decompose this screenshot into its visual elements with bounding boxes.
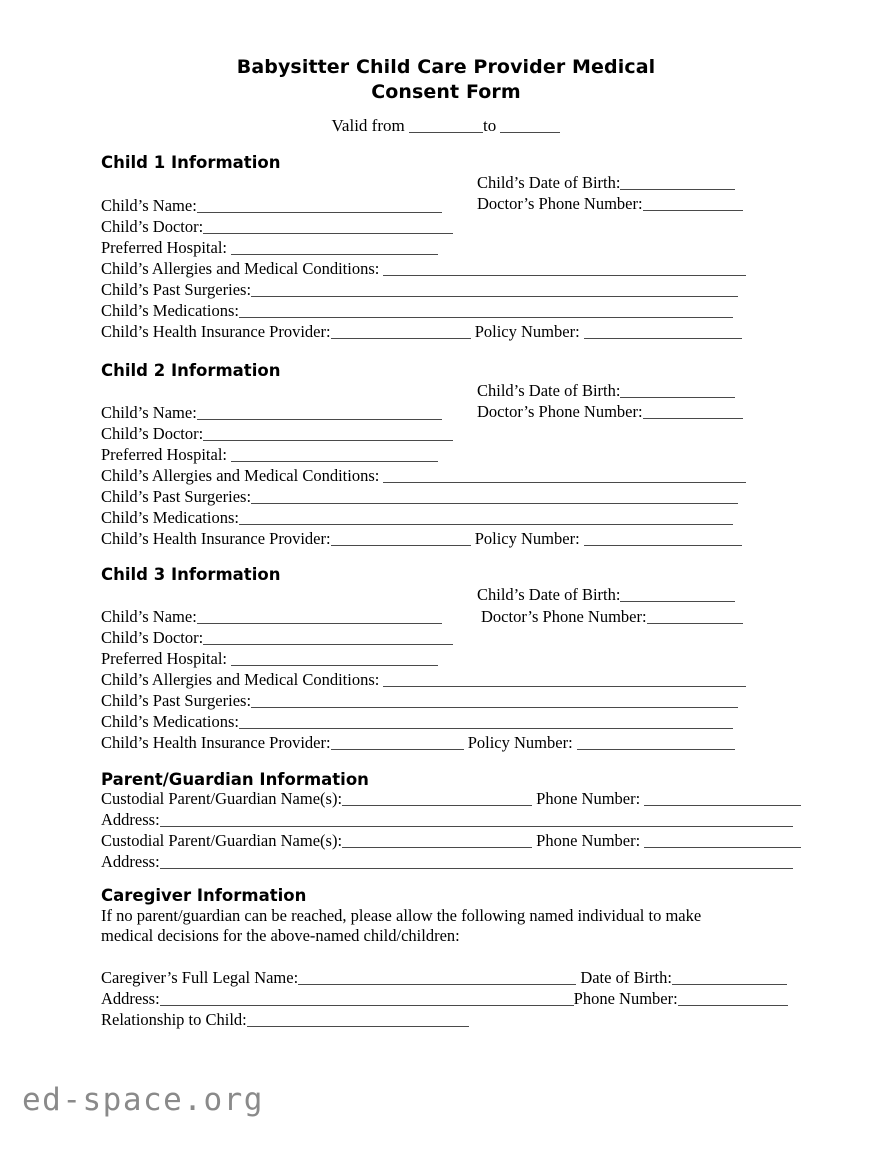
section-heading-parent-guardian: Parent/Guardian Information (101, 770, 369, 789)
child-2-insurance-input[interactable] (331, 530, 471, 546)
child-1-doctor-label: Child’s Doctor: (101, 217, 204, 236)
child-2-surgeries-input[interactable] (251, 488, 738, 504)
parent-guardian-1-address-input[interactable] (160, 811, 793, 827)
parent-guardian-2-name-input[interactable] (342, 832, 532, 848)
child-2-policy-label: Policy Number: (474, 529, 580, 548)
child-1-dob-row (477, 173, 735, 192)
child-2-surgeries-label: Child’s Past Surgeries: (101, 487, 252, 506)
child-2-name-input[interactable] (197, 404, 442, 420)
parent-guardian-1-address-label: Address: (101, 810, 160, 829)
child-1-insurance-input[interactable] (331, 323, 471, 339)
child-2-surgeries-row (101, 487, 738, 506)
section-heading-child-3: Child 3 Information (101, 565, 281, 584)
caregiver-address-input[interactable] (160, 990, 574, 1006)
parent-guardian-2-row (101, 831, 801, 850)
child-3-doctor-input[interactable] (203, 629, 453, 645)
valid-from-label: Valid from (331, 116, 405, 135)
page-title-line-2: Consent Form (371, 81, 521, 103)
page-title-line-1: Babysitter Child Care Provider Medical (236, 56, 656, 78)
child-2-name-row (101, 403, 442, 422)
child-3-dob-row (477, 585, 735, 604)
section-heading-child-1: Child 1 Information (101, 153, 281, 172)
caregiver-full-name-label: Caregiver’s Full Legal Name: (101, 968, 299, 987)
child-3-allergies-input[interactable] (383, 671, 746, 687)
child-1-policy-label: Policy Number: (474, 322, 580, 341)
child-2-medications-label: Child’s Medications: (101, 508, 239, 527)
child-1-doctor-input[interactable] (203, 218, 453, 234)
child-2-doctor-phone-row (477, 402, 743, 421)
child-1-dob-input[interactable] (620, 174, 735, 190)
child-1-hospital-input[interactable] (231, 239, 438, 255)
caregiver-full-name-input[interactable] (298, 969, 576, 985)
child-1-name-row (101, 196, 442, 215)
child-1-doctor-phone-row (477, 194, 743, 213)
child-1-dob-label: Child’s Date of Birth: (477, 173, 621, 192)
valid-to-input[interactable] (500, 117, 560, 133)
child-2-hospital-input[interactable] (231, 446, 438, 462)
child-2-allergies-row (101, 466, 746, 485)
site-watermark: ed-space.org (22, 1082, 264, 1118)
parent-guardian-1-address-row (101, 810, 793, 829)
parent-guardian-1-row (101, 789, 801, 808)
caregiver-name-row (101, 968, 787, 987)
child-1-medications-row (101, 301, 733, 320)
child-2-name-label: Child’s Name: (101, 403, 197, 422)
child-3-medications-input[interactable] (239, 713, 733, 729)
parent-guardian-1-phone-input[interactable] (644, 790, 801, 806)
caregiver-address-label: Address: (101, 989, 160, 1008)
parent-guardian-2-phone-input[interactable] (644, 832, 801, 848)
parent-guardian-2-address-row (101, 852, 793, 871)
child-1-surgeries-input[interactable] (251, 281, 738, 297)
child-3-name-input[interactable] (197, 608, 442, 624)
child-1-allergies-input[interactable] (383, 260, 746, 276)
caregiver-intro-text: If no parent/guardian can be reached, please allow the following named individual to make medical decisions for the above-named child/children: (101, 906, 702, 945)
child-2-insurance-label: Child’s Health Insurance Provider: (101, 529, 331, 548)
child-3-insurance-input[interactable] (331, 734, 464, 750)
child-2-doctor-row (101, 424, 453, 443)
child-3-insurance-label: Child’s Health Insurance Provider: (101, 733, 331, 752)
child-3-hospital-label: Preferred Hospital: (101, 649, 227, 668)
child-3-doctor-phone-label: Doctor’s Phone Number: (481, 607, 647, 626)
parent-guardian-2-address-label: Address: (101, 852, 160, 871)
child-1-medications-input[interactable] (239, 302, 733, 318)
section-heading-child-2: Child 2 Information (101, 361, 281, 380)
caregiver-relationship-row (101, 1010, 469, 1029)
valid-from-input[interactable] (409, 117, 483, 133)
child-3-name-row (101, 607, 442, 626)
child-1-allergies-row (101, 259, 746, 278)
caregiver-dob-input[interactable] (672, 969, 787, 985)
child-3-name-label: Child’s Name: (101, 607, 197, 626)
child-3-doctor-row (101, 628, 453, 647)
caregiver-relationship-label: Relationship to Child: (101, 1010, 247, 1029)
child-2-dob-label: Child’s Date of Birth: (477, 381, 621, 400)
child-3-allergies-label: Child’s Allergies and Medical Conditions: (101, 670, 380, 689)
parent-guardian-1-name-input[interactable] (342, 790, 532, 806)
child-2-doctor-label: Child’s Doctor: (101, 424, 204, 443)
valid-to-label: to (482, 116, 497, 135)
section-heading-caregiver: Caregiver Information (101, 886, 307, 905)
caregiver-dob-label: Date of Birth: (580, 968, 672, 987)
parent-guardian-2-address-input[interactable] (160, 853, 793, 869)
caregiver-phone-label: Phone Number: (573, 989, 678, 1008)
child-2-hospital-row (101, 445, 438, 464)
child-3-hospital-input[interactable] (231, 650, 438, 666)
child-2-allergies-label: Child’s Allergies and Medical Conditions: (101, 466, 380, 485)
child-1-name-label: Child’s Name: (101, 196, 197, 215)
child-1-allergies-label: Child’s Allergies and Medical Conditions: (101, 259, 380, 278)
child-1-insurance-row (101, 322, 742, 341)
child-3-medications-row (101, 712, 733, 731)
child-1-hospital-row (101, 238, 438, 257)
child-1-hospital-label: Preferred Hospital: (101, 238, 227, 257)
child-1-surgeries-label: Child’s Past Surgeries: (101, 280, 252, 299)
child-1-doctor-phone-input[interactable] (643, 195, 743, 211)
child-3-surgeries-label: Child’s Past Surgeries: (101, 691, 252, 710)
child-2-doctor-phone-input[interactable] (643, 403, 743, 419)
child-3-allergies-row (101, 670, 746, 689)
child-3-dob-label: Child’s Date of Birth: (477, 585, 621, 604)
child-2-medications-input[interactable] (239, 509, 733, 525)
child-3-insurance-row (101, 733, 735, 752)
child-3-dob-input[interactable] (620, 586, 735, 602)
child-3-doctor-phone-row (481, 607, 743, 626)
page-title (0, 0, 892, 105)
parent-guardian-2-name-label: Custodial Parent/Guardian Name(s): (101, 831, 343, 850)
validity-period-row (0, 116, 892, 136)
child-3-medications-label: Child’s Medications: (101, 712, 239, 731)
caregiver-phone-input[interactable] (678, 990, 788, 1006)
caregiver-address-row (101, 989, 788, 1008)
child-1-surgeries-row (101, 280, 738, 299)
child-1-doctor-phone-label: Doctor’s Phone Number: (477, 194, 643, 213)
parent-guardian-2-phone-label: Phone Number: (536, 831, 641, 850)
caregiver-relationship-input[interactable] (247, 1011, 469, 1027)
child-1-medications-label: Child’s Medications: (101, 301, 239, 320)
child-3-policy-label: Policy Number: (467, 733, 573, 752)
parent-guardian-1-name-label: Custodial Parent/Guardian Name(s): (101, 789, 343, 808)
child-3-hospital-row (101, 649, 438, 668)
child-3-doctor-phone-input[interactable] (647, 608, 743, 624)
child-2-doctor-input[interactable] (203, 425, 453, 441)
child-2-hospital-label: Preferred Hospital: (101, 445, 227, 464)
child-2-policy-input[interactable] (584, 530, 742, 546)
child-1-policy-input[interactable] (584, 323, 742, 339)
child-2-dob-input[interactable] (620, 382, 735, 398)
child-1-name-input[interactable] (197, 197, 442, 213)
child-1-insurance-label: Child’s Health Insurance Provider: (101, 322, 331, 341)
parent-guardian-1-phone-label: Phone Number: (536, 789, 641, 808)
child-3-surgeries-input[interactable] (251, 692, 738, 708)
child-2-allergies-input[interactable] (383, 467, 746, 483)
child-2-dob-row (477, 381, 735, 400)
child-2-medications-row (101, 508, 733, 527)
child-2-insurance-row (101, 529, 742, 548)
child-3-surgeries-row (101, 691, 738, 710)
child-2-doctor-phone-label: Doctor’s Phone Number: (477, 402, 643, 421)
child-1-doctor-row (101, 217, 453, 236)
child-3-policy-input[interactable] (577, 734, 735, 750)
child-3-doctor-label: Child’s Doctor: (101, 628, 204, 647)
